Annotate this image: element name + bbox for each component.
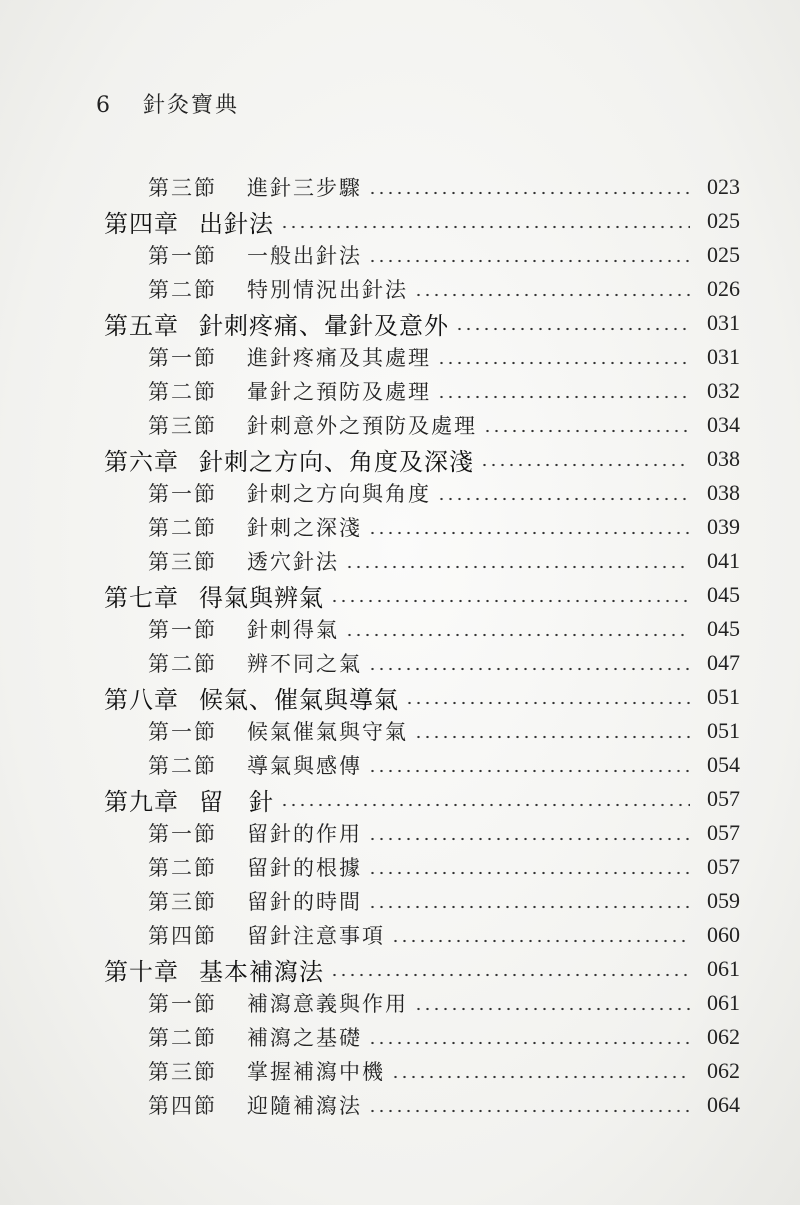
section-title: 留針的時間 xyxy=(247,890,362,914)
toc-chapter-row[interactable] xyxy=(104,442,740,476)
chapter-number: 第九章 xyxy=(104,787,179,816)
chapter-number: 第六章 xyxy=(104,447,179,476)
section-number: 第一節 xyxy=(148,618,217,642)
section-title: 留針的作用 xyxy=(247,822,362,846)
dot-leader xyxy=(414,293,690,297)
dot-leader xyxy=(391,1075,690,1079)
section-title: 透穴針法 xyxy=(247,550,339,574)
toc-section-row[interactable] xyxy=(104,510,740,544)
page-reference: 045 xyxy=(707,616,740,641)
section-title: 留針的根據 xyxy=(247,856,362,880)
toc-section-row[interactable] xyxy=(104,408,740,442)
dot-leader xyxy=(368,769,690,773)
section-title: 針刺之深淺 xyxy=(247,516,362,540)
toc-chapter-row[interactable] xyxy=(104,204,740,238)
page-reference: 038 xyxy=(707,446,740,471)
toc-section-row[interactable] xyxy=(104,544,740,578)
page-reference: 051 xyxy=(707,684,740,709)
dot-leader xyxy=(480,463,690,467)
page-reference: 034 xyxy=(707,412,740,437)
section-number: 第一節 xyxy=(148,822,217,846)
toc-section-row[interactable] xyxy=(104,238,740,272)
dot-leader xyxy=(345,565,690,569)
dot-leader xyxy=(368,1109,690,1113)
chapter-title: 針刺之方向、角度及深淺 xyxy=(199,447,474,476)
section-number: 第二節 xyxy=(148,380,217,404)
toc-chapter-row[interactable] xyxy=(104,952,740,986)
toc-section-row[interactable] xyxy=(104,340,740,374)
page-reference: 057 xyxy=(707,854,740,879)
section-number: 第一節 xyxy=(148,720,217,744)
page-reference: 057 xyxy=(707,820,740,845)
dot-leader xyxy=(368,837,690,841)
dot-leader xyxy=(483,429,690,433)
page-reference: 039 xyxy=(707,514,740,539)
chapter-title: 留 針 xyxy=(199,787,274,816)
section-title: 掌握補瀉中機 xyxy=(247,1060,385,1084)
section-title: 針刺意外之預防及處理 xyxy=(247,414,477,438)
table-of-contents xyxy=(104,170,740,1122)
section-title: 候氣催氣與守氣 xyxy=(247,720,408,744)
dot-leader xyxy=(280,803,690,807)
section-number: 第一節 xyxy=(148,992,217,1016)
toc-section-row[interactable] xyxy=(104,272,740,306)
dot-leader xyxy=(368,191,690,195)
chapter-number: 第七章 xyxy=(104,583,179,612)
section-number: 第二節 xyxy=(148,652,217,676)
chapter-title: 候氣、催氣與導氣 xyxy=(199,685,399,714)
page-reference: 059 xyxy=(707,888,740,913)
toc-section-row[interactable] xyxy=(104,748,740,782)
section-number: 第三節 xyxy=(148,550,217,574)
book-title: 針灸寶典 xyxy=(143,93,240,118)
section-title: 針刺之方向與角度 xyxy=(247,482,431,506)
section-number: 第三節 xyxy=(148,176,217,200)
toc-section-row[interactable] xyxy=(104,918,740,952)
section-title: 進針疼痛及其處理 xyxy=(247,346,431,370)
section-number: 第二節 xyxy=(148,856,217,880)
section-title: 特別情況出針法 xyxy=(247,278,408,302)
section-number: 第四節 xyxy=(148,1094,217,1118)
page-reference: 025 xyxy=(707,208,740,233)
section-title: 暈針之預防及處理 xyxy=(247,380,431,404)
page-reference: 041 xyxy=(707,548,740,573)
section-title: 辨不同之氣 xyxy=(247,652,362,676)
page-reference: 060 xyxy=(707,922,740,947)
page-reference: 062 xyxy=(707,1058,740,1083)
section-title: 補瀉意義與作用 xyxy=(247,992,408,1016)
toc-section-row[interactable] xyxy=(104,170,740,204)
running-header xyxy=(96,88,239,119)
dot-leader xyxy=(330,599,690,603)
section-number: 第三節 xyxy=(148,1060,217,1084)
dot-leader xyxy=(368,531,690,535)
toc-section-row[interactable] xyxy=(104,714,740,748)
dot-leader xyxy=(437,395,690,399)
chapter-number: 第四章 xyxy=(104,209,179,238)
page-reference: 047 xyxy=(707,650,740,675)
dot-leader xyxy=(330,973,690,977)
section-number: 第二節 xyxy=(148,754,217,778)
chapter-number: 第八章 xyxy=(104,685,179,714)
chapter-title: 基本補瀉法 xyxy=(199,957,324,986)
dot-leader xyxy=(345,633,690,637)
section-number: 第一節 xyxy=(148,244,217,268)
page-reference: 023 xyxy=(707,174,740,199)
page-reference: 026 xyxy=(707,276,740,301)
toc-section-row[interactable] xyxy=(104,986,740,1020)
page-reference: 054 xyxy=(707,752,740,777)
section-number: 第二節 xyxy=(148,1026,217,1050)
dot-leader xyxy=(368,259,690,263)
dot-leader xyxy=(414,1007,690,1011)
chapter-number: 第十章 xyxy=(104,957,179,986)
dot-leader xyxy=(455,327,690,331)
page-reference: 025 xyxy=(707,242,740,267)
section-title: 導氣與感傳 xyxy=(247,754,362,778)
dot-leader xyxy=(437,361,690,365)
section-title: 留針注意事項 xyxy=(247,924,385,948)
dot-leader xyxy=(368,1041,690,1045)
chapter-title: 出針法 xyxy=(199,209,274,238)
section-title: 進針三步驟 xyxy=(247,176,362,200)
chapter-title: 得氣與辨氣 xyxy=(199,583,324,612)
section-number: 第一節 xyxy=(148,346,217,370)
toc-section-row[interactable] xyxy=(104,476,740,510)
toc-section-row[interactable] xyxy=(104,374,740,408)
page-reference: 031 xyxy=(707,310,740,335)
toc-section-row[interactable] xyxy=(104,1054,740,1088)
page-number: 6 xyxy=(96,93,112,118)
page-reference: 064 xyxy=(707,1092,740,1117)
toc-chapter-row[interactable] xyxy=(104,680,740,714)
dot-leader xyxy=(414,735,690,739)
dot-leader xyxy=(368,667,690,671)
section-title: 迎隨補瀉法 xyxy=(247,1094,362,1118)
toc-section-row[interactable] xyxy=(104,816,740,850)
dot-leader xyxy=(280,225,690,229)
chapter-number: 第五章 xyxy=(104,311,179,340)
page-reference: 038 xyxy=(707,480,740,505)
toc-section-row[interactable] xyxy=(104,1020,740,1054)
page-reference: 031 xyxy=(707,344,740,369)
section-number: 第三節 xyxy=(148,890,217,914)
page-reference: 032 xyxy=(707,378,740,403)
section-number: 第一節 xyxy=(148,482,217,506)
section-number: 第三節 xyxy=(148,414,217,438)
section-number: 第四節 xyxy=(148,924,217,948)
section-title: 補瀉之基礎 xyxy=(247,1026,362,1050)
section-title: 一般出針法 xyxy=(247,244,362,268)
section-number: 第二節 xyxy=(148,278,217,302)
toc-section-row[interactable] xyxy=(104,612,740,646)
chapter-title: 針刺疼痛、暈針及意外 xyxy=(199,311,449,340)
toc-section-row[interactable] xyxy=(104,646,740,680)
toc-chapter-row[interactable] xyxy=(104,578,740,612)
page-reference: 062 xyxy=(707,1024,740,1049)
page-reference: 061 xyxy=(707,956,740,981)
toc-chapter-row[interactable] xyxy=(104,782,740,816)
dot-leader xyxy=(437,497,690,501)
dot-leader xyxy=(391,939,690,943)
toc-section-row[interactable] xyxy=(104,1088,740,1122)
dot-leader xyxy=(368,871,690,875)
section-title: 針刺得氣 xyxy=(247,618,339,642)
page-reference: 061 xyxy=(707,990,740,1015)
section-number: 第二節 xyxy=(148,516,217,540)
dot-leader xyxy=(368,905,690,909)
toc-section-row[interactable] xyxy=(104,850,740,884)
dot-leader xyxy=(405,701,690,705)
toc-chapter-row[interactable] xyxy=(104,306,740,340)
page-reference: 045 xyxy=(707,582,740,607)
toc-section-row[interactable] xyxy=(104,884,740,918)
page-reference: 051 xyxy=(707,718,740,743)
page-reference: 057 xyxy=(707,786,740,811)
